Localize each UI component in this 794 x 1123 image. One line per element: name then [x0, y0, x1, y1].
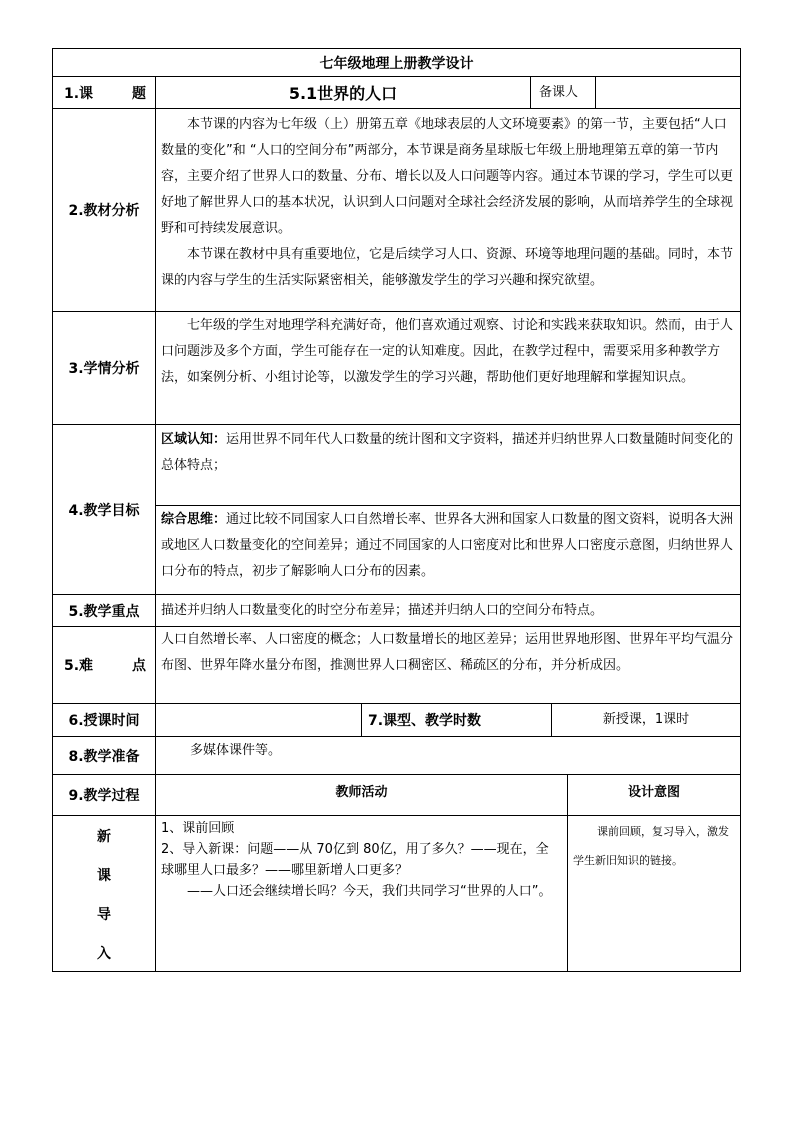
key-points-content: 描述并归纳人口数量变化的时空分布差异；描述并归纳人口的空间分布特点。: [161, 602, 604, 618]
stage-char-2: 课: [97, 868, 111, 884]
student-analysis-p1: 七年级的学生对地理学科充满好奇，他们喜欢通过观察、讨论和实践来获取知识。然而，由于人口问题涉及多个方面，学生可能存在一定的认知难度。因此，在教学过程中，需要采用多种教学方法，如案例分析、小组讨论等，以激发学生的学习兴趣，帮助他们更好地理解和掌握知识点。: [161, 318, 734, 385]
class-time-value: [156, 704, 361, 736]
goal-regional-cognition-head: 区域认知：: [161, 432, 227, 447]
process-label: 9.教学过程: [68, 788, 140, 804]
topic-label-tail: 题: [132, 85, 146, 102]
topic-title: 5.1世界的人口: [288, 84, 398, 103]
goal-integrated-thinking-head: 综合思维：: [161, 512, 227, 527]
teacher-activity-content: [161, 818, 561, 902]
preparer-label-cell: [531, 77, 595, 108]
teacher-activity-header: 教师活动: [335, 784, 388, 800]
goal-regional-cognition: [161, 427, 737, 479]
teacher-line-3: ——人口还会继续增长吗？今天，我们共同学习“世界的人口”。: [187, 884, 552, 899]
material-analysis-label: 2.教材分析: [68, 203, 140, 219]
stage-char-4: 入: [97, 946, 111, 962]
student-analysis-label: 3.学情分析: [68, 361, 140, 377]
page-title: 七年级地理上册教学设计: [319, 55, 474, 72]
topic-label-num: 1.课: [64, 85, 94, 102]
stage-char-1: 新: [97, 829, 111, 845]
difficulties-label-num: 5.难: [64, 658, 94, 674]
lesson-type-label: 7.课型、教学时数: [368, 713, 482, 729]
design-intent-header: 设计意图: [627, 784, 680, 800]
topic-cell: [156, 77, 530, 108]
preparation-content: 多媒体课件等。: [190, 743, 282, 758]
title-cell: [52, 48, 741, 77]
goal-integrated-thinking-text: 通过比较不同国家人口自然增长率、世界各大洲和国家人口数量的图文资料，说明各大洲或地区人口数量变化的空间差异；通过不同国家的人口密度对比和世界人口密度示意图，归纳世界人口分布的特点，初步了解影响人口分布的因素。: [161, 512, 734, 579]
key-points-label: 5.教学重点: [68, 603, 140, 620]
goal-integrated-thinking: [161, 507, 737, 585]
stage-char-3: 导: [97, 907, 111, 923]
preparer-value: [596, 77, 740, 108]
teacher-line-2: 2、导入新课：问题——从 70亿到 80亿，用了多久？——现在，全球哪里人口最多？——哪里新增人口更多？: [161, 842, 549, 878]
goal-regional-cognition-text: 运用世界不同年代人口数量的统计图和文字资料，描述并归纳世界人口数量随时间变化的总体特点；: [161, 432, 734, 473]
teaching-goals-label: 4.教学目标: [68, 502, 140, 519]
difficulties-label-tail: 点: [132, 658, 146, 674]
difficulties-content: 人口自然增长率、人口密度的概念；人口数量增长的地区差异；运用世界地形图、世界年平均气温分布图、世界年降水量分布图，推测世界人口稠密区、稀疏区的分布，并分析成因。: [161, 632, 734, 673]
material-analysis-p2: 本节课在教材中具有重要地位，它是后续学习人口、资源、环境等地理问题的基础。同时，本节课的内容与学生的生活实际紧密相关，能够激发学生的学习兴趣和探究欲望。: [161, 247, 734, 288]
teacher-line-1: 1、课前回顾: [161, 821, 235, 836]
material-analysis-p1: 本节课的内容为七年级（上）册第五章《地球表层的人文环境要素》的第一节，主要包括“人口数量的变化”和 “人口的空间分布”两部分，本节课是商务星球版七年级上册地理第五章的第一节内容，主要介绍了世界人口的数量、分布、增长以及人口问题等内容。通过本节课的学习，学生可以更好地了解世界人口的基本状况，认识到人口问题对全球社会经济发展的影响，从而培养学生的全球视野和可持续发展意识。: [161, 117, 734, 236]
difficulties-label: [64, 627, 152, 703]
class-time-label: 6.授课时间: [68, 713, 140, 729]
preparation-label: 8.教学准备: [68, 749, 140, 765]
material-analysis-content: [161, 112, 737, 294]
lesson-type-value: 新授课，1课时: [602, 712, 690, 727]
design-intent-content: 课前回顾，复习导入，激发学生新旧知识的链接。: [573, 825, 729, 867]
topic-label: [64, 77, 152, 108]
stage-label: [53, 818, 155, 968]
student-analysis-content: [161, 313, 737, 391]
preparer-label: 备课人: [539, 84, 579, 100]
